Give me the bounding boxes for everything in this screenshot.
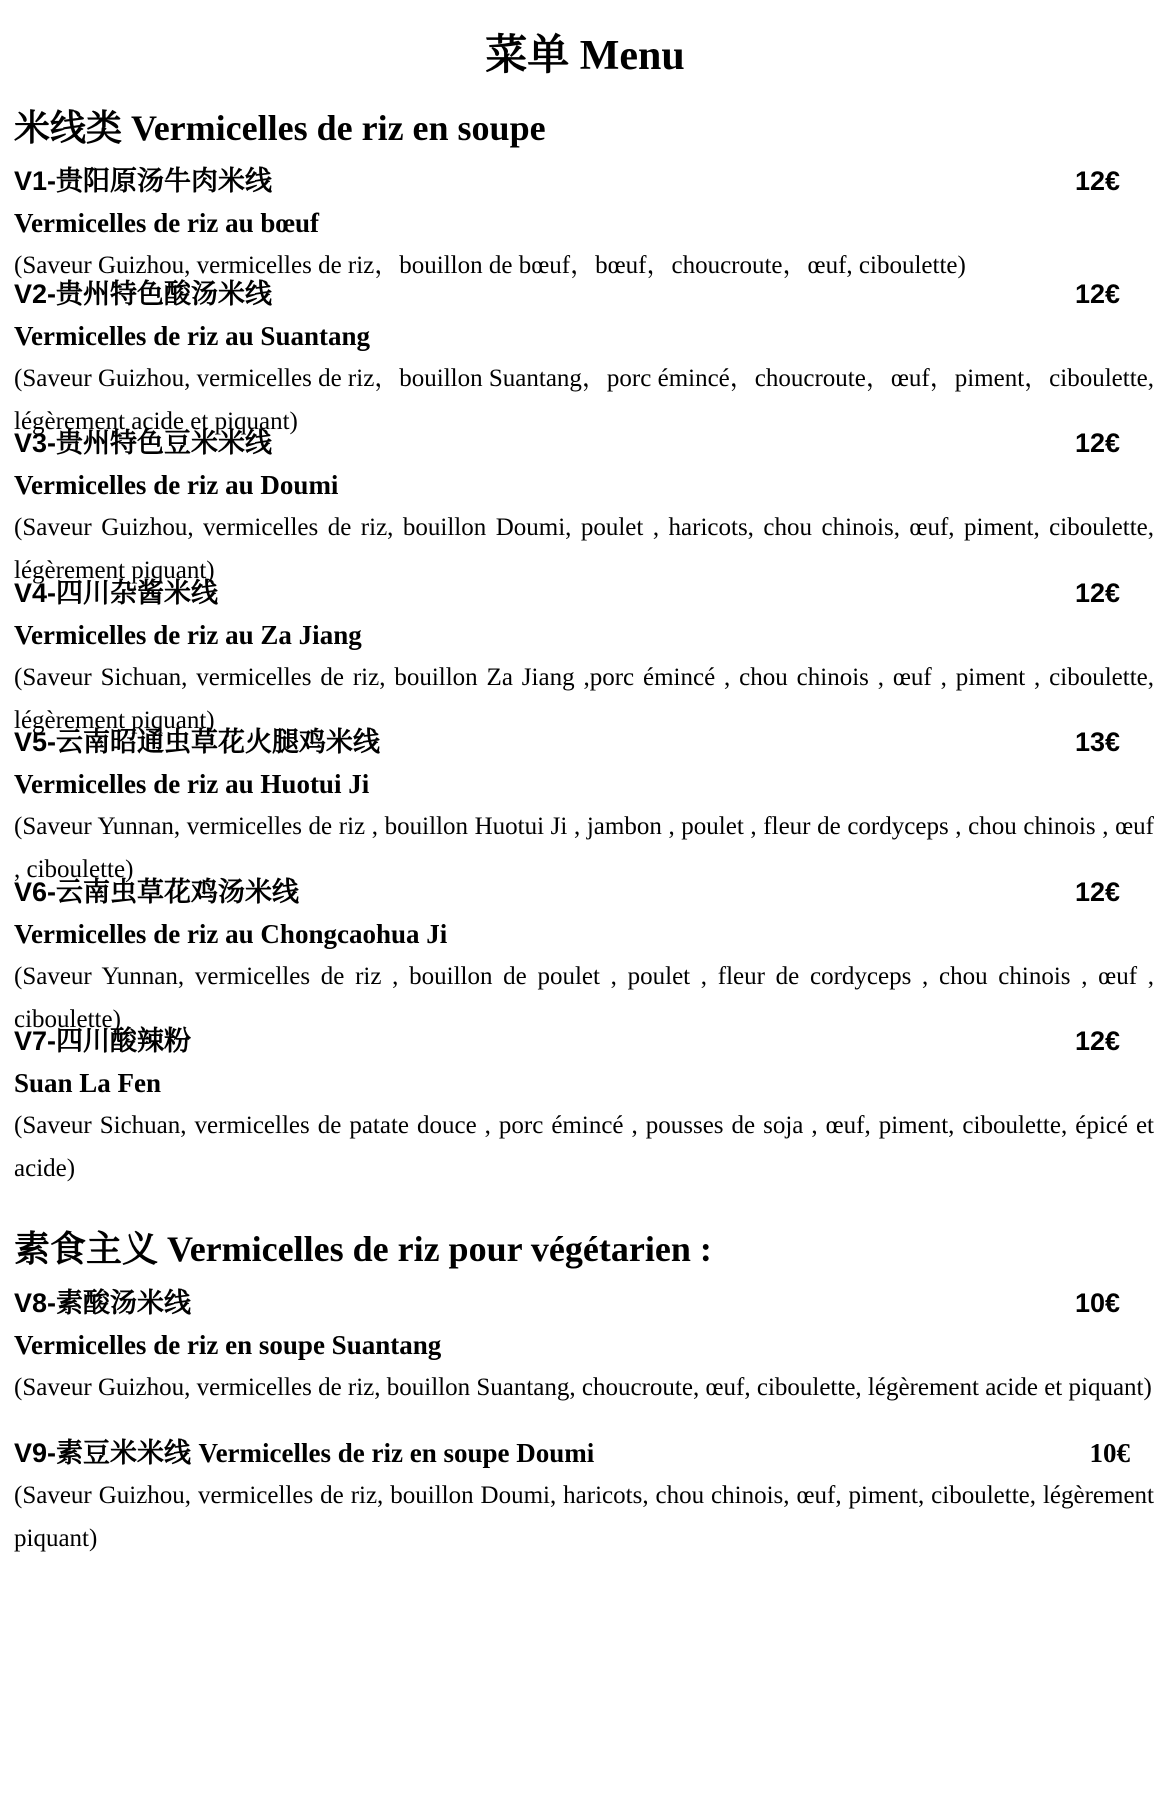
item-code: V3-贵州特色豆米米线: [14, 428, 273, 458]
item-code: V9-素豆米米线: [14, 1438, 192, 1468]
item-price: 12€: [1074, 578, 1120, 608]
item-price: 12€: [1074, 1026, 1120, 1056]
item-french-name: Suan La Fen: [14, 1068, 162, 1098]
page-title: 菜单 Menu: [485, 33, 685, 79]
item-price: 12€: [1074, 279, 1120, 309]
item-french-name: Vermicelles de riz au Suantang: [14, 321, 370, 351]
section-heading-vegetarian: 素食主义 Vermicelles de riz pour végétarien :: [14, 1229, 712, 1269]
menu-item-v5: [14, 721, 1154, 891]
item-code: V8-素酸汤米线: [14, 1288, 192, 1318]
item-price: 12€: [1074, 166, 1120, 196]
item-price: 10€: [1074, 1288, 1120, 1318]
section-heading-rice-noodle-soup: 米线类 Vermicelles de riz en soupe: [14, 108, 546, 148]
item-price: 12€: [1074, 877, 1120, 907]
item-french-name: Vermicelles de riz au Chongcaohua Ji: [14, 919, 448, 949]
item-code: V7-四川酸辣粉: [14, 1026, 192, 1056]
menu-item-v8: [14, 1282, 1154, 1409]
item-code: V4-四川杂酱米线: [14, 578, 219, 608]
item-description: (Saveur Yunnan, vermicelles de riz , bouillon de poulet , poulet , fleur de cordyceps , chou chinois , œuf , ciboulette): [14, 963, 1154, 1033]
item-code: V5-云南昭通虫草花火腿鸡米线: [14, 727, 381, 757]
menu-item-v1: [14, 160, 1154, 287]
menu-item-v9: [14, 1432, 1154, 1560]
item-code: V1-贵阳原汤牛肉米线: [14, 166, 273, 196]
item-description: (Saveur Sichuan, vermicelles de patate douce , porc émincé , pousses de soja , œuf, piment, ciboulette, épicé et acide): [14, 1112, 1154, 1182]
item-description: (Saveur Guizhou, vermicelles de riz, bouillon Doumi, poulet , haricots, chou chinois, œuf, piment, ciboulette, légèrement piquant): [14, 514, 1154, 584]
item-french-name: Vermicelles de riz en soupe Doumi: [198, 1438, 595, 1468]
item-description: (Saveur Yunnan, vermicelles de riz , bouillon Huotui Ji , jambon , poulet , fleur de cordyceps , chou chinois , œuf , ciboulette): [14, 813, 1154, 883]
item-code: V2-贵州特色酸汤米线: [14, 279, 273, 309]
item-price: 10€: [1089, 1438, 1130, 1468]
menu-item-v4: [14, 572, 1154, 742]
item-french-name: Vermicelles de riz au bœuf: [14, 208, 319, 238]
item-french-name: Vermicelles de riz au Doumi: [14, 470, 339, 500]
item-description: (Saveur Guizhou, vermicelles de riz，bouillon de bœuf，bœuf，choucroute，œuf, ciboulette): [14, 252, 966, 279]
item-description: (Saveur Guizhou, vermicelles de riz，bouillon Suantang，porc émincé，choucroute，œuf，piment，ciboulette, légèrement acide et piquant): [14, 365, 1154, 435]
menu-item-v2: [14, 273, 1154, 443]
item-french-name: Vermicelles de riz en soupe Suantang: [14, 1330, 442, 1360]
item-description: (Saveur Guizhou, vermicelles de riz, bouillon Doumi, haricots, chou chinois, œuf, piment, ciboulette, légèrement piquant): [14, 1482, 1154, 1552]
item-code: V6-云南虫草花鸡汤米线: [14, 877, 300, 907]
item-french-name: Vermicelles de riz au Za Jiang: [14, 620, 362, 650]
item-french-name: Vermicelles de riz au Huotui Ji: [14, 769, 370, 799]
menu-item-v3: [14, 422, 1154, 592]
item-description: (Saveur Guizhou, vermicelles de riz, bouillon Suantang, choucroute, œuf, ciboulette, légèrement acide et piquant): [14, 1374, 1152, 1401]
item-price: 12€: [1074, 428, 1120, 458]
menu-item-v6: [14, 871, 1154, 1041]
item-price: 13€: [1074, 727, 1120, 757]
menu-item-v7: [14, 1020, 1154, 1190]
item-description: (Saveur Sichuan, vermicelles de riz, bouillon Za Jiang ,porc émincé , chou chinois , œuf , piment , ciboulette, légèrement piquant): [14, 664, 1154, 734]
